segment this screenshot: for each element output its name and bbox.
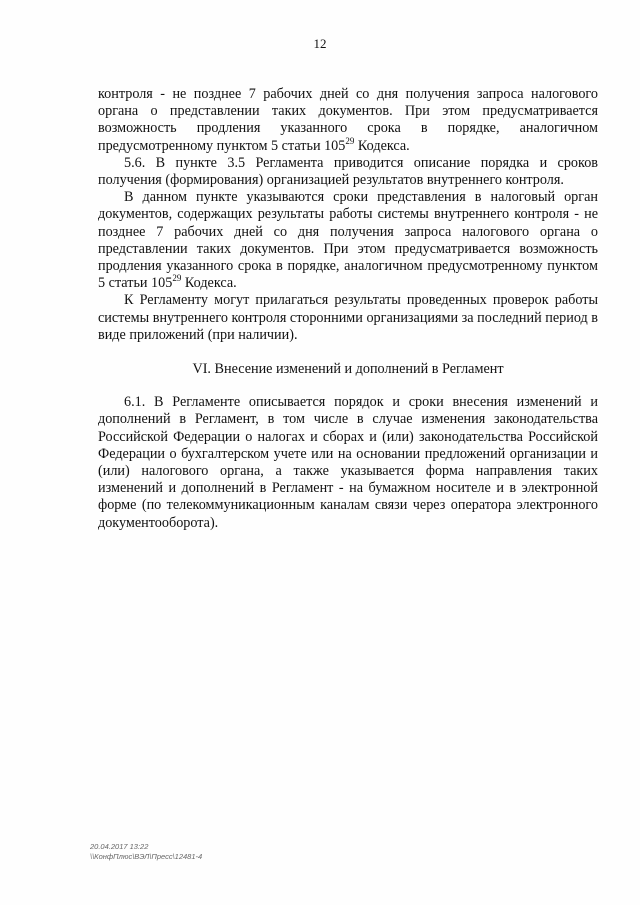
superscript: 29 <box>172 273 182 284</box>
paragraph-text: В данном пункте указываются сроки представления в налоговый орган документов, содержащих результаты работы системы внутреннего контроля - не позднее 7 рабочих дней со дня получения запроса налогового органа о представлении таких документов. При этом предусматривается возможность продления указанного срока в порядке, аналогичном предусмотренному пунктом 5 статьи 105 <box>98 189 598 292</box>
document-body <box>98 86 598 532</box>
section-heading: VI. Внесение изменений и дополнений в Регламент <box>192 361 504 378</box>
page-number: 12 <box>313 36 327 51</box>
paragraph-continuation <box>98 86 598 155</box>
paragraph-tail: Кодекса. <box>181 275 237 292</box>
footer-file-path: \\КонфПлюс\ВЭЛ\Пресс\12481-4 <box>90 852 203 861</box>
paragraph-6-1: 6.1. В Регламенте описывается порядок и сроки внесения изменений и дополнений в Регламент, в том числе в случае изменения законодательства Российской Федерации о налогах и сборах и (или) законодательства Российской Федерации о бухгалтерском учете или на основании предложений организации и (или) налогового органа, а также указывается форма направления таких изменений и дополнений в Регламент - на бумажном носителе и в электронной форме (по телекоммуникационным каналам связи через оператора электронного документооборота). <box>98 394 598 531</box>
footer-timestamp: 20.04.2017 13:22 <box>90 842 149 851</box>
paragraph-tail: Кодекса. <box>354 137 410 154</box>
paragraph-text: контроля - не позднее 7 рабочих дней со дня получения запроса налогового органа о представлении таких документов. При этом предусматривается возможность продления указанного срока в порядке, аналогичном предусмотренному пунктом 5 статьи 105 <box>98 86 598 154</box>
document-footer <box>90 842 202 862</box>
superscript: 29 <box>345 135 355 146</box>
paragraph-deadline <box>98 189 598 292</box>
paragraph-appendices: К Регламенту могут прилагаться результаты проведенных проверок работы системы внутреннего контроля сторонними организациями за последний период в виде приложений (при наличии). <box>98 292 598 343</box>
paragraph-5-6: 5.6. В пункте 3.5 Регламента приводится описание порядка и сроков получения (формирования) организацией результатов внутреннего контроля. <box>98 154 598 189</box>
